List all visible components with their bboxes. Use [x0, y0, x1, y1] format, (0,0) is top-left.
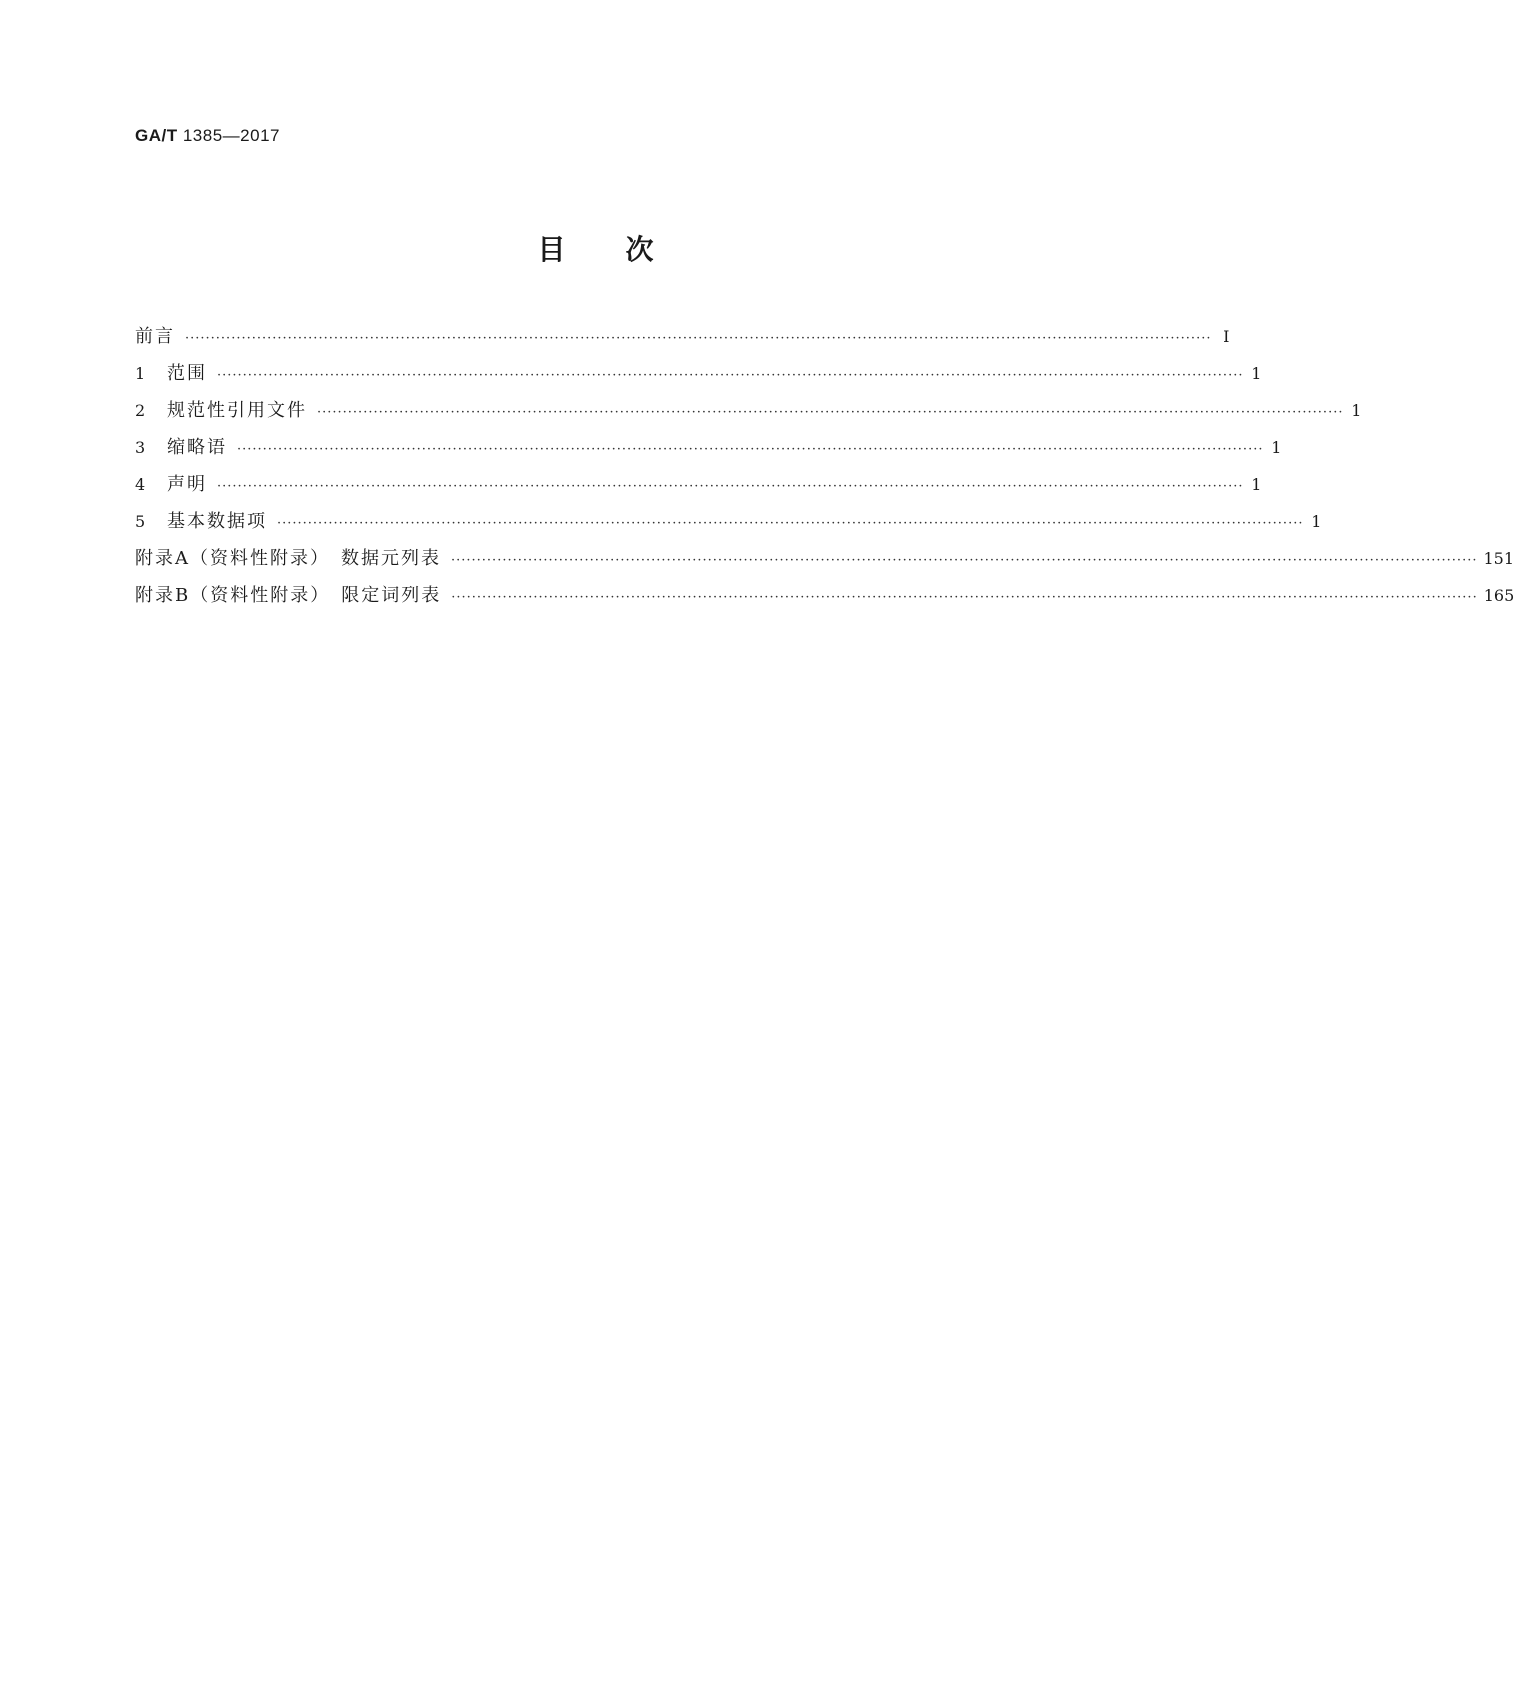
- toc-entry-page: 1: [1311, 512, 1322, 531]
- toc-entry-number: 2: [135, 401, 146, 420]
- toc-entry-label: 范围: [167, 363, 207, 384]
- toc-entry-abbreviations[interactable]: [135, 433, 1282, 470]
- toc-entry-label: 附录A（资料性附录） 数据元列表: [135, 548, 441, 569]
- toc-entry-number: 4: [135, 475, 146, 494]
- toc-entry-normative-references[interactable]: [135, 396, 1362, 433]
- toc-entry-scope[interactable]: [135, 359, 1262, 396]
- table-of-contents: [135, 322, 1514, 618]
- toc-entry-label: 声明: [167, 474, 207, 495]
- toc-entry-appendix-b[interactable]: [135, 581, 1514, 618]
- toc-leader-dots: ········································································································································································································: [277, 516, 1304, 531]
- toc-entry-statement[interactable]: [135, 470, 1262, 507]
- toc-entry-appendix-a[interactable]: [135, 544, 1514, 581]
- toc-entry-number: 3: [135, 438, 146, 457]
- toc-entry-page: 1: [1271, 438, 1282, 457]
- toc-entry-page: 165: [1483, 586, 1514, 605]
- toc-entry-label: 缩略语: [167, 437, 227, 458]
- toc-leader-dots: ········································································································································································································: [451, 590, 1478, 605]
- toc-entry-basic-data-items[interactable]: [135, 507, 1322, 544]
- toc-entry-label: 基本数据项: [167, 511, 267, 532]
- toc-leader-dots: ········································································································································································································: [317, 405, 1344, 420]
- toc-leader-dots: ········································································································································································································: [185, 331, 1212, 346]
- toc-entry-label: 规范性引用文件: [167, 400, 307, 421]
- toc-leader-dots: ········································································································································································································: [237, 442, 1264, 457]
- toc-entry-page: 1: [1351, 401, 1362, 420]
- toc-entry-label: 附录B（资料性附录） 限定词列表: [135, 585, 442, 606]
- toc-entry-page: Ⅰ: [1223, 327, 1230, 346]
- toc-entry-page: 151: [1483, 549, 1514, 568]
- document-code-prefix: GA/T: [135, 126, 178, 145]
- document-code: [135, 126, 280, 146]
- toc-leader-dots: ········································································································································································································: [451, 553, 1478, 568]
- toc-entry-page: 1: [1251, 364, 1262, 383]
- toc-leader-dots: ········································································································································································································: [217, 368, 1244, 383]
- toc-title: 目次: [537, 233, 714, 266]
- toc-entry-page: 1: [1251, 475, 1262, 494]
- toc-leader-dots: ········································································································································································································: [217, 479, 1244, 494]
- toc-entry-foreword[interactable]: [135, 322, 1230, 359]
- document-code-number: 1385—2017: [182, 126, 280, 145]
- toc-entry-label: 前言: [135, 326, 175, 347]
- toc-entry-number: 1: [135, 364, 146, 383]
- toc-entry-number: 5: [135, 512, 146, 531]
